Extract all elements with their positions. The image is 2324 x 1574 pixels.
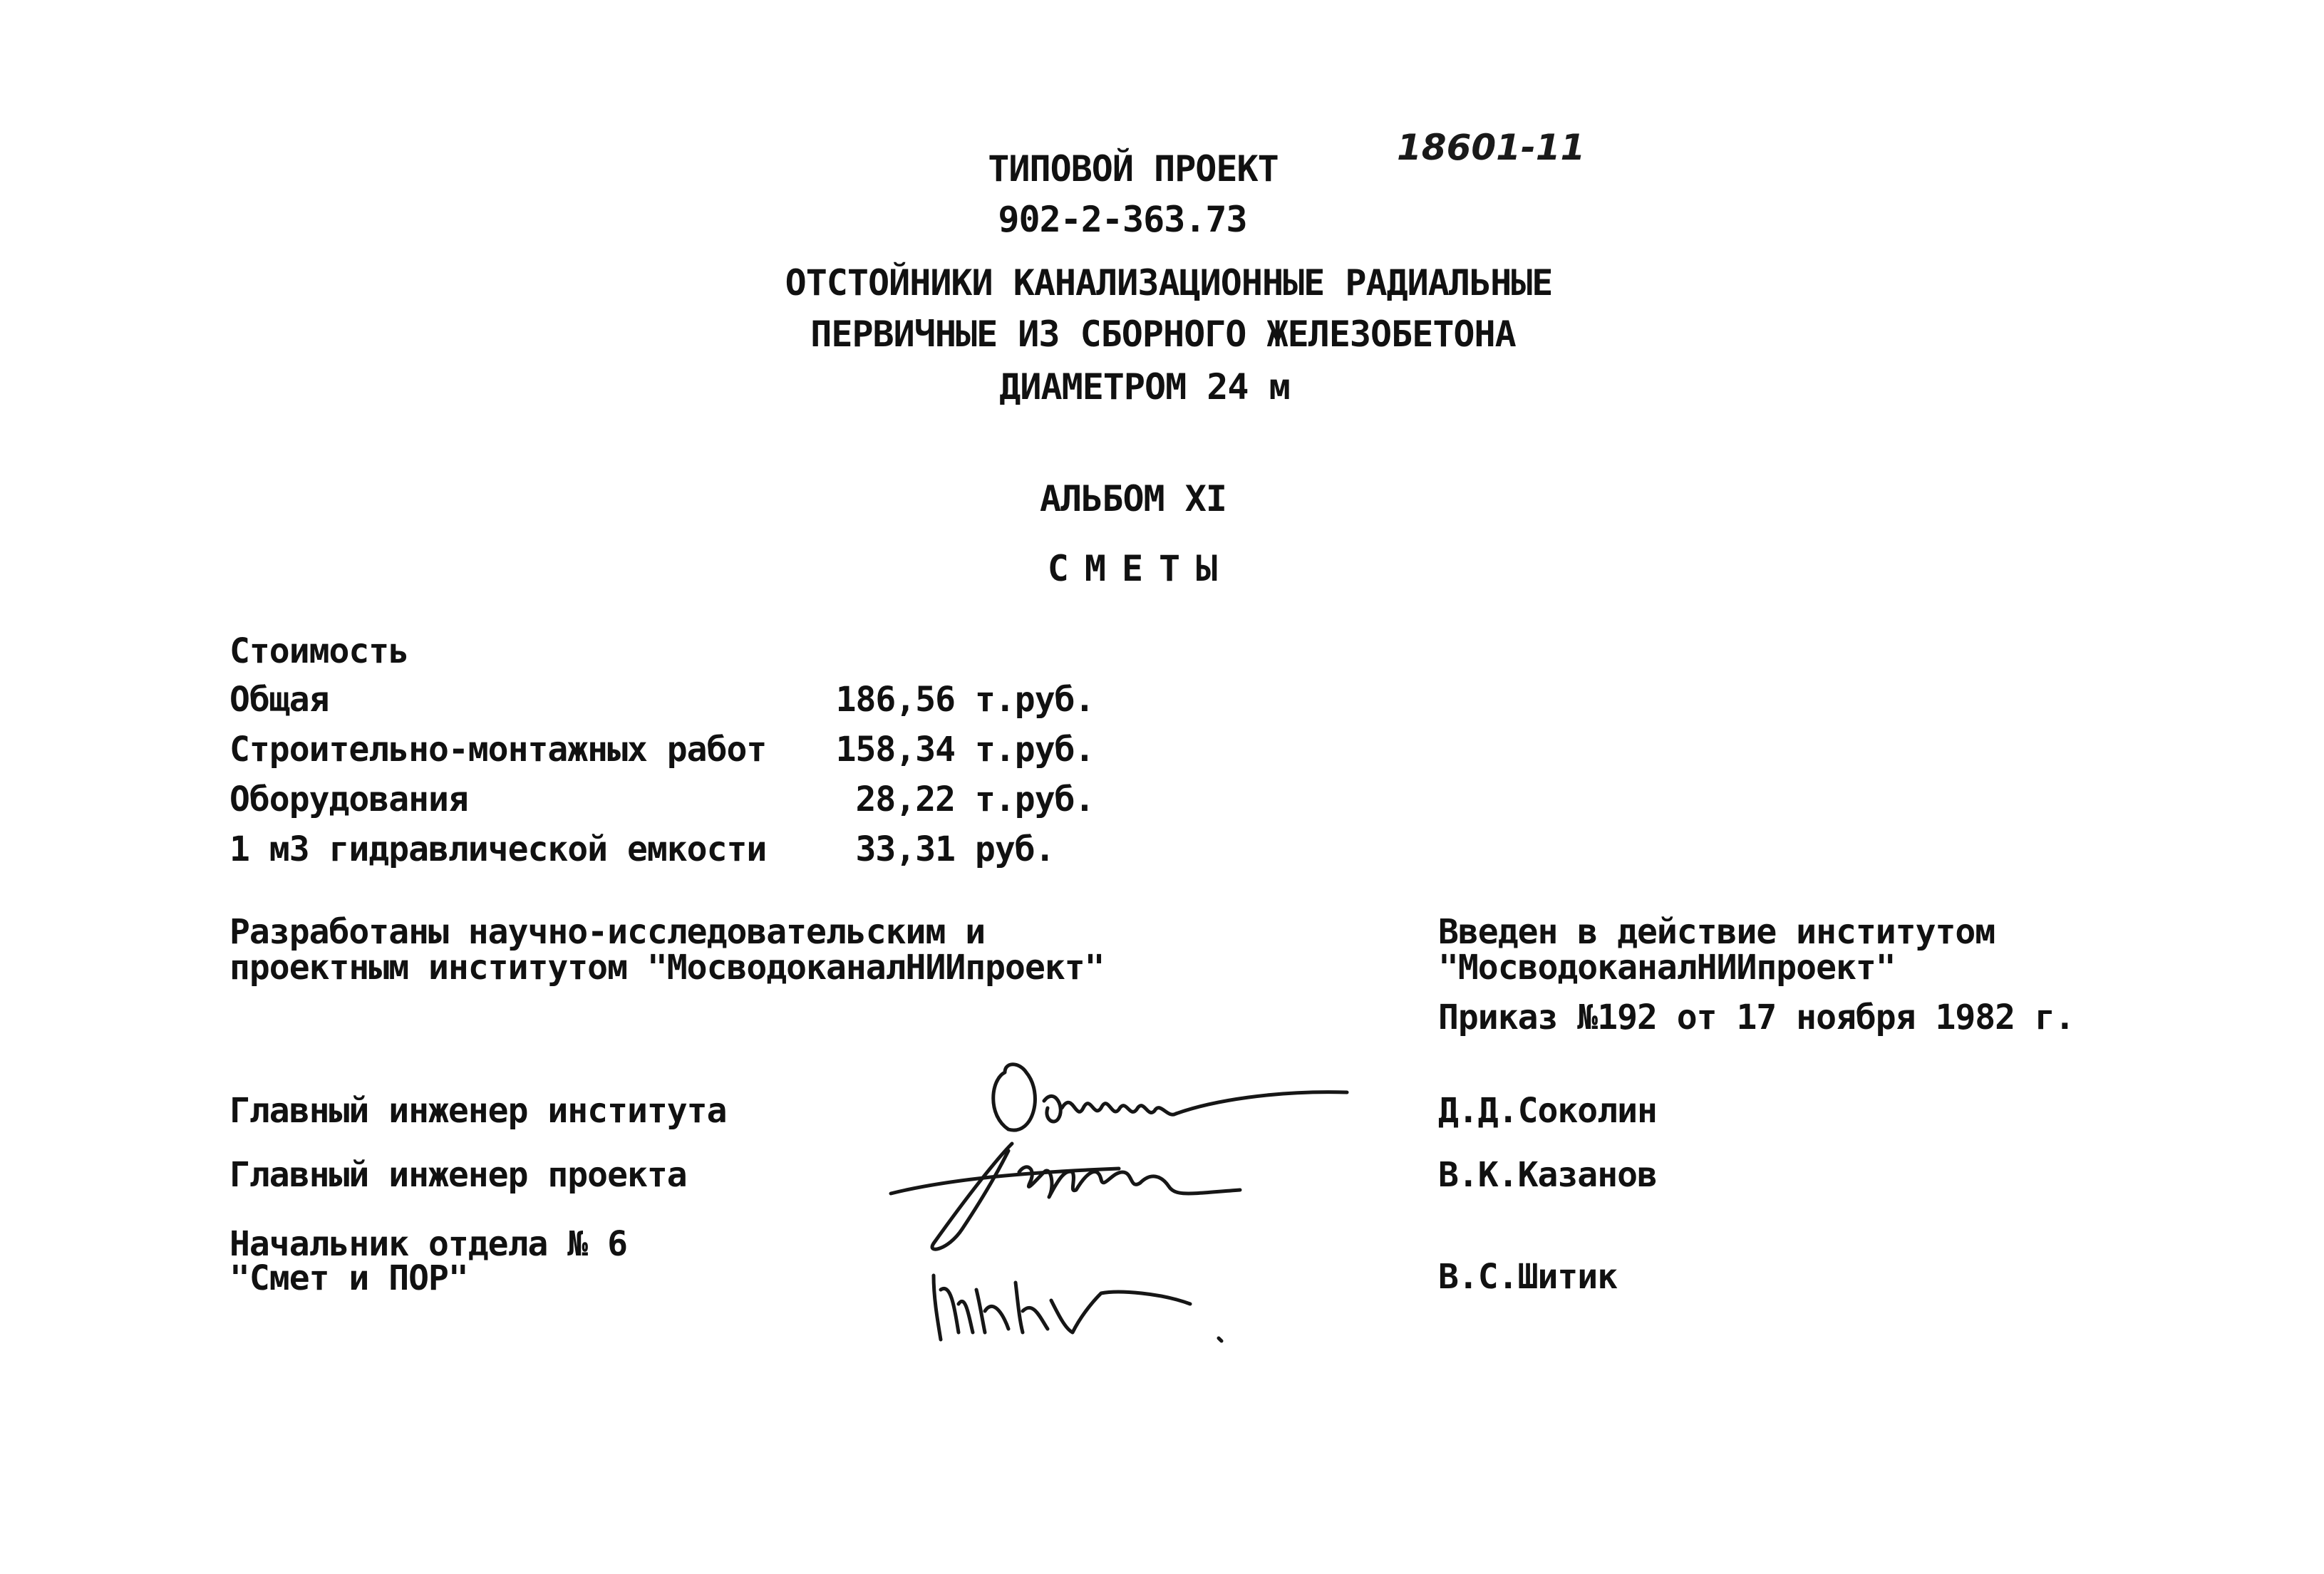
cost-unit: т.руб. [975, 730, 1095, 770]
signatory-name: Д.Д.Соколин [1438, 1091, 1657, 1131]
title-line-3: ДИАМЕТРОМ 24 м [999, 366, 1290, 408]
cost-unit: руб. [975, 829, 1055, 869]
cost-label: Общая [229, 680, 329, 720]
album-title: АЛЬБОМ XI [1040, 478, 1226, 519]
cost-value: 28,22 [855, 780, 955, 819]
signatory-name: В.К.Казанов [1438, 1155, 1657, 1195]
signatory-name: В.С.Шитик [1438, 1257, 1618, 1297]
cost-label: 1 м3 гидравлической емкости [229, 829, 767, 869]
enacted-line-1: Введен в действие институтом [1438, 912, 1995, 952]
cost-value: 186,56 [835, 680, 955, 720]
enacted-order: Приказ №192 от 17 ноября 1982 г. [1438, 998, 2075, 1037]
title-line-2: ПЕРВИЧНЫЕ ИЗ СБОРНОГО ЖЕЛЕЗОБЕТОНА [810, 314, 1516, 355]
cost-value: 33,31 [855, 829, 955, 869]
cost-heading: Стоимость [229, 631, 409, 671]
signatory-position: "Смет и ПОР" [229, 1258, 468, 1298]
signatory-position: Начальник отдела № 6 [229, 1224, 627, 1264]
section-title: СМЕТЫ [1047, 548, 1234, 589]
title-line-1: ОТСТОЙНИКИ КАНАЛИЗАЦИОННЫЕ РАДИАЛЬНЫЕ [785, 262, 1553, 304]
signatory-position: Главный инженер проекта [229, 1155, 687, 1195]
cost-value: 158,34 [835, 730, 955, 770]
developed-line-1: Разработаны научно-исследовательским и [229, 912, 986, 952]
enacted-line-2: "МосводоканалНИИпроект" [1438, 948, 1896, 988]
signature-chief-engineer-project [884, 1129, 1254, 1258]
developed-line-2: проектным институтом "МосводоканалНИИпроект" [229, 948, 1105, 988]
project-type: ТИПОВОЙ ПРОЕКТ [988, 148, 1279, 190]
cost-unit: т.руб. [975, 680, 1095, 720]
archive-number: 18601-11 [1397, 127, 1586, 168]
cost-label: Строительно-монтажных работ [229, 730, 767, 770]
cost-unit: т.руб. [975, 780, 1095, 819]
project-code: 902-2-363.73 [998, 199, 1247, 240]
signatory-position: Главный инженер института [229, 1091, 727, 1131]
signature-head-of-department [926, 1261, 1247, 1354]
cost-label: Оборудования [229, 780, 468, 819]
